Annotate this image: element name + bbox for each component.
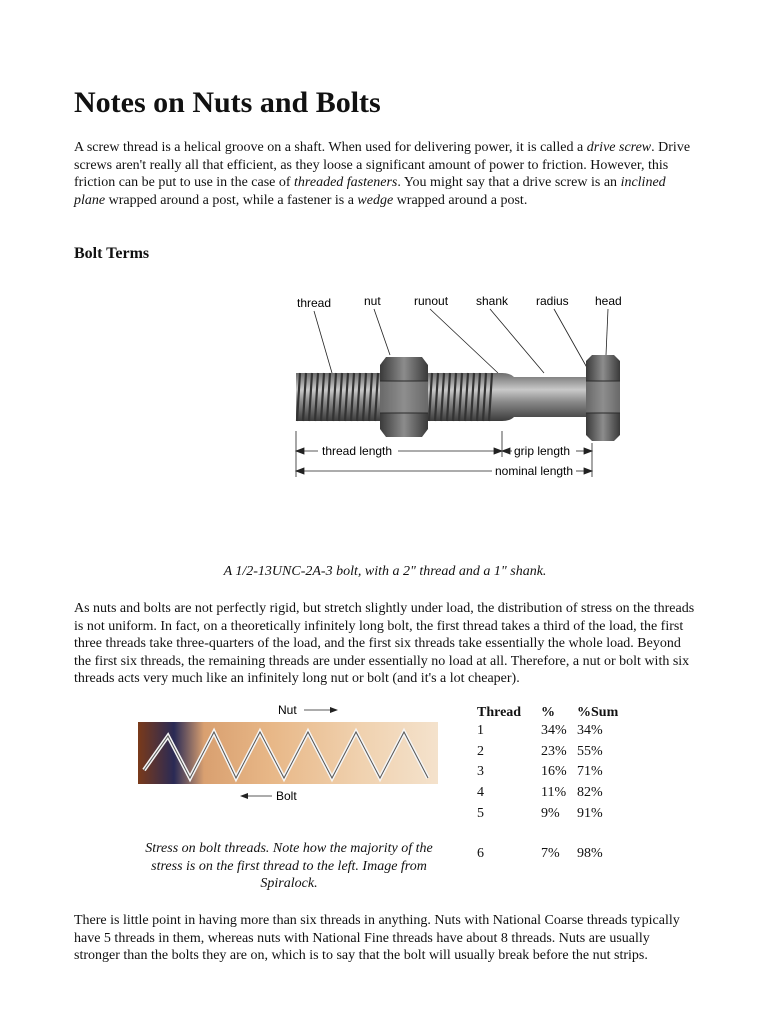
header-percent: % [541,705,555,720]
text-run: wrapped around a post, while a fastener is a [105,192,358,208]
cell-percent: 11% [541,785,567,801]
bolt-shank [502,373,586,421]
text-run: . Drive screws aren't really all that efficient, as they loose a significant amount of power to friction. However, this friction can be put to use in the case of [74,140,691,190]
cell-thread: 6 [477,846,484,862]
label-runout: runout [414,294,449,308]
cell-percent-sum: 91% [577,805,603,821]
cell-percent-sum: 71% [577,764,603,780]
body-paragraph-conclusion: There is little point in having more than six threads in anything. Nuts with National Coarse threads typically have 5 threads in them, whereas nuts with National Fine threads have about 8 threads. Nuts are usually stronger than the bolts they are on, which is to say that the bolt will usually break before the nut strips. [74,913,680,963]
table-row [477,806,626,827]
body-paragraph-stress: As nuts and bolts are not perfectly rigid, but stretch slightly under load, the distribution of stress on the threads is not uniform. In fact, on a theoretically infinitely long bolt, the first thread takes a third of the load, the first three threads take three-quarters of the load, and the first six threads take essentially the whole load. Beyond the first six threads, the remaining threads are under essentially no load at all. Therefore, a nut or bolt with six threads acts very much like an infinitely long nut or bolt (and it's a lot cheaper). [74,601,695,686]
emphasis-term: inclined plane [74,175,666,208]
label-shank: shank [476,294,509,308]
stress-image-caption: Stress on bolt threads. Note how the majority of the stress is on the first thread to the left. Image from Spiralock. [145,841,433,891]
header-thread: Thread [477,705,522,720]
section-heading-bolt-terms: Bolt Terms [74,245,150,262]
label-nut: nut [364,294,381,308]
cell-percent: 16% [541,764,567,780]
cell-percent: 23% [541,743,567,759]
bolt-nut [380,357,428,437]
label-grip-length: grip length [514,444,571,458]
cell-thread: 1 [477,723,484,738]
table-row [477,764,626,785]
cell-thread: 5 [477,805,484,821]
cell-thread: 3 [477,764,484,780]
emphasis-term: threaded fasteners [294,175,398,190]
table-row [477,744,626,765]
emphasis-term: drive screw [586,140,652,155]
table-row [477,826,626,866]
cell-percent-sum: 98% [577,846,603,862]
label-thread: thread [297,296,332,310]
cell-percent: 9% [541,805,560,821]
cell-thread: 2 [477,743,484,759]
label-thread-length: thread length [322,444,393,458]
cell-thread: 4 [477,785,484,801]
thread-stress-image [138,700,438,810]
table-row [477,723,626,744]
label-radius: radius [536,294,569,308]
intro-paragraph [74,139,696,209]
cell-percent-sum: 55% [577,743,603,759]
thread-load-table [477,703,626,866]
table-header-row [477,703,626,723]
cell-percent: 7% [541,846,560,862]
cell-percent-sum: 34% [577,723,603,738]
table-row [477,785,626,806]
label-nominal-length: nominal length [495,464,574,478]
cell-percent: 34% [541,723,567,738]
stress-bolt-label: Bolt [276,789,297,803]
bolt-diagram-caption: A 1/2-13UNC-2A-3 bolt, with a 2" thread and a 1" shank. [223,564,547,579]
header-percent-sum: %Sum [577,705,619,720]
text-run: . You might say that a drive screw is an [397,175,621,190]
bolt-diagram [214,285,634,485]
emphasis-term: wedge [357,192,394,208]
text-run: wrapped around a post. [393,192,528,208]
bolt-head [586,355,620,441]
stress-nut-label: Nut [278,703,297,717]
page-title: Notes on Nuts and Bolts [74,86,381,119]
text-run: A screw thread is a helical groove on a shaft. When used for delivering power, it is called a [74,140,587,155]
label-head: head [595,294,622,308]
cell-percent-sum: 82% [577,785,603,801]
